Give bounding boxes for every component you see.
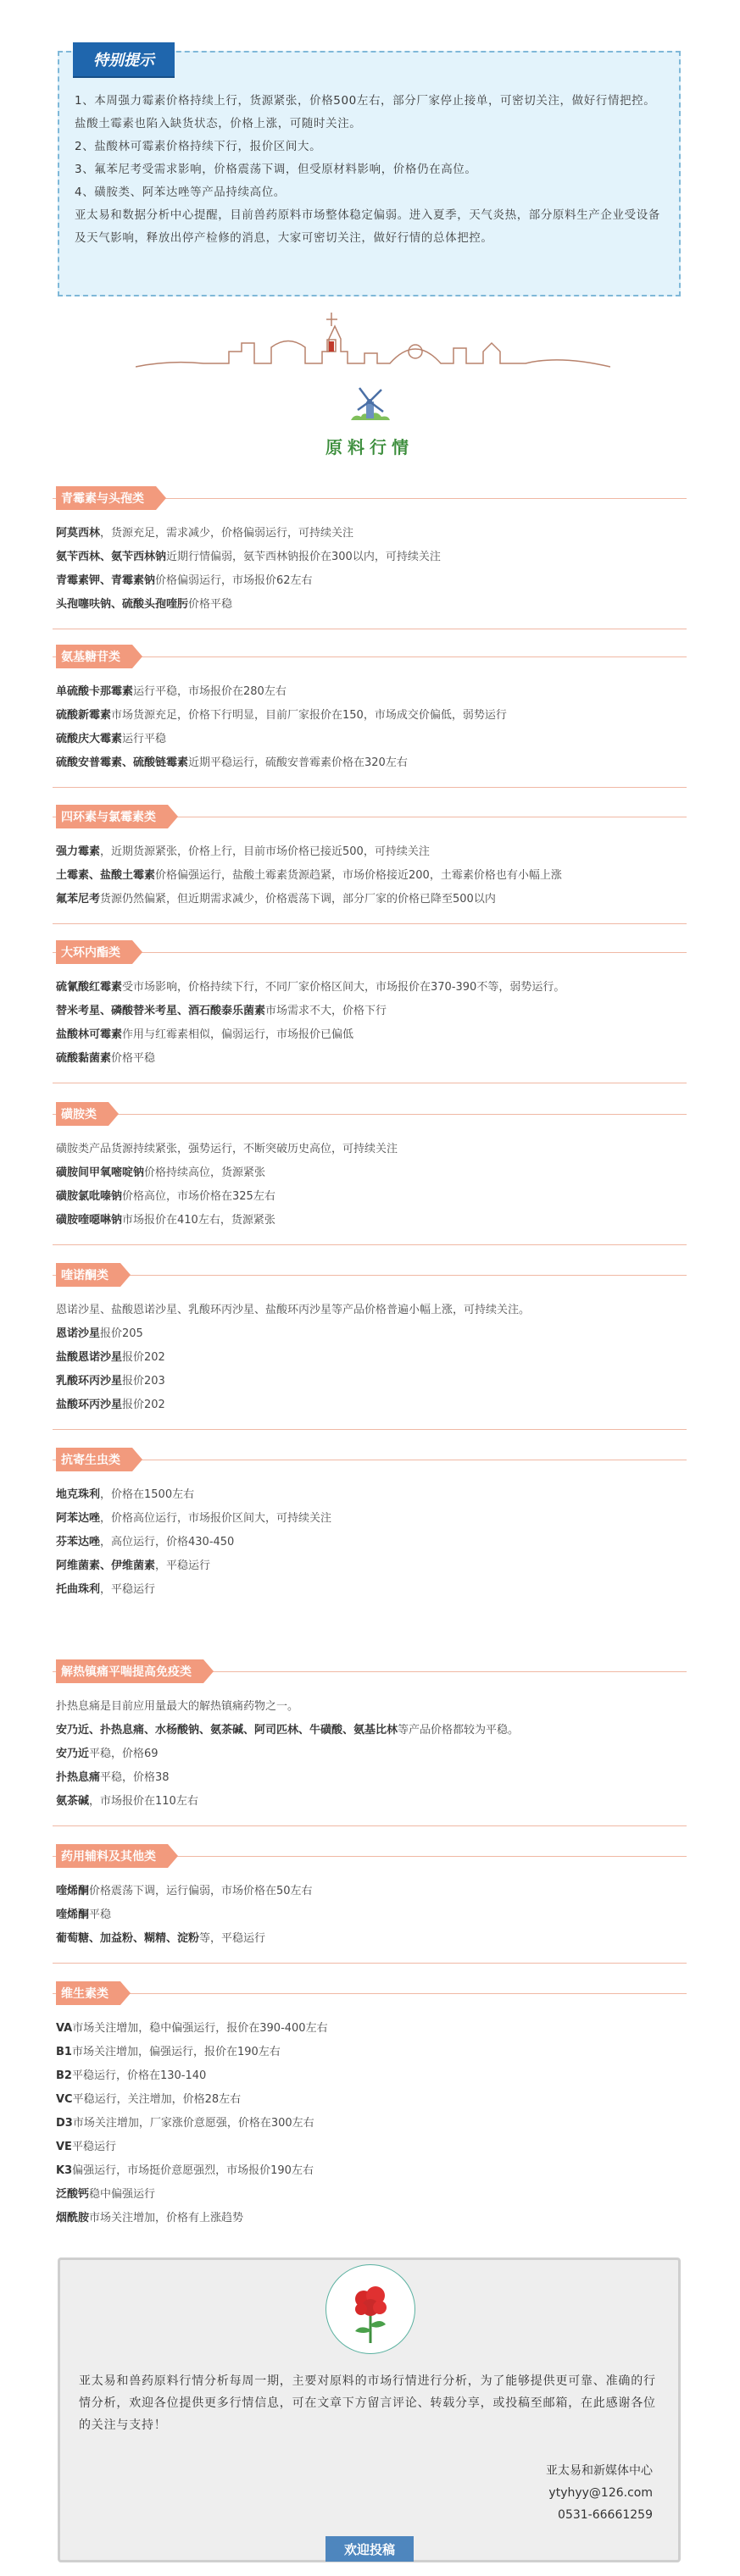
notice-line: 2、盐酸林可霉素价格持续下行，报价区间大。 [75, 140, 322, 153]
list-item: 阿维菌素、伊维菌素，平稳运行 [56, 1559, 211, 1572]
list-item: 替米考星、磷酸替米考星、酒石酸泰乐菌素市场需求不大，价格下行 [56, 1005, 387, 1017]
section-tag: 维生素类 [56, 1981, 120, 2005]
footer-contact [546, 2460, 653, 2526]
list-item: 强力霉素，近期货源紧张，价格上行，目前市场价格已接近500，可持续关注 [56, 845, 430, 858]
list-item: VA市场关注增加，稳中偏强运行，报价在390-400左右 [56, 2022, 328, 2035]
section-tag: 四环素与氯霉素类 [56, 805, 168, 828]
section-tetracycline [53, 801, 687, 924]
list-item: 安乃近、扑热息痛、水杨酸钠、氨茶碱、阿司匹林、牛磺酸、氨基比林等产品价格都较为平稳。 [56, 1724, 520, 1737]
list-item: 硫氰酸红霉素受市场影响，价格持续下行，不同厂家价格区间大，市场报价在370-390不等，弱势运行。 [56, 981, 565, 994]
list-item: 氨茶碱，市场报价在110左右 [56, 1795, 198, 1808]
list-item: 乳酸环丙沙星报价203 [56, 1375, 165, 1388]
list-item: 盐酸环丙沙星报价202 [56, 1399, 165, 1411]
notice-line: 3、氟苯尼考受需求影响，价格震荡下调，但受原材料影响，价格仍在高位。 [75, 163, 477, 176]
section-tag: 青霉素与头孢类 [56, 486, 156, 510]
list-item: 喹烯酮平稳 [56, 1908, 112, 1921]
section-tag: 抗寄生虫类 [56, 1448, 132, 1471]
section-tag: 解热镇痛平喘提高免疫类 [56, 1659, 203, 1683]
list-item: VC平稳运行，关注增加，价格28左右 [56, 2093, 242, 2106]
section-antiparasitic [53, 1444, 687, 1602]
footer-phone: 0531-66661259 [558, 2508, 653, 2522]
list-item: 氨苄西林、氨苄西林钠近期行情偏弱，氨苄西林钠报价在300以内，可持续关注 [56, 551, 441, 563]
list-item: 泛酸钙稳中偏强运行 [56, 2188, 156, 2201]
list-item: 地克珠利，价格在1500左右 [56, 1488, 195, 1501]
list-item: 安乃近平稳，价格69 [56, 1748, 159, 1760]
footer-description: 亚太易和兽药原料行情分析每周一期，主要对原料的市场行情进行分析，为了能够提供更可靠、准确的行情分析，欢迎各位提供更多行情信息，可在文章下方留言评论、转载分享，或投稿至邮箱，在此感谢各位的关注与支持！ [79, 2374, 656, 2432]
list-item: 磺胺喹噁啉钠市场报价在410左右，货源紧张 [56, 1214, 275, 1227]
section-antipyretic [53, 1656, 687, 1826]
submit-article-button[interactable]: 欢迎投稿 [325, 2536, 414, 2562]
section-sulfonamide [53, 1099, 687, 1245]
list-item: 硫酸庆大霉素运行平稳 [56, 733, 167, 745]
footer-org: 亚太易和新媒体中心 [546, 2464, 653, 2478]
list-item: VE平稳运行 [56, 2141, 116, 2153]
notice-line: 4、磺胺类、阿苯达唑等产品持续高位。 [75, 186, 286, 199]
section-title: 原料行情 [325, 437, 414, 457]
section-tag: 磺胺类 [56, 1102, 108, 1126]
list-item: 青霉素钾、青霉素钠价格偏弱运行，市场报价62左右 [56, 574, 313, 587]
list-item: 磺胺氯吡嗪钠价格高位，市场价格在325左右 [56, 1190, 275, 1203]
section-tag: 大环内酯类 [56, 940, 132, 964]
section-tag: 药用辅料及其他类 [56, 1844, 168, 1868]
section-tag: 喹诺酮类 [56, 1263, 120, 1287]
list-item: 硫酸新霉素市场货源充足，价格下行明显，目前厂家报价在150，市场成交价偏低，弱势运行 [56, 709, 507, 722]
list-item: 盐酸恩诺沙星报价202 [56, 1351, 165, 1364]
city-skyline-icon [136, 301, 610, 377]
list-item: 烟酰胺市场关注增加，价格有上涨趋势 [56, 2212, 244, 2224]
list-item: 硫酸安普霉素、硫酸链霉素近期平稳运行，硫酸安普霉素价格在320左右 [56, 756, 408, 769]
list-item: 阿苯达唑，价格高位运行，市场报价区间大，可持续关注 [56, 1512, 332, 1525]
list-item: B1市场关注增加，偏强运行，报价在190左右 [56, 2046, 281, 2058]
list-item: 氟苯尼考货源仍然偏紧，但近期需求减少，价格震荡下调，部分厂家的价格已降至500以内 [56, 893, 496, 906]
list-item: 头孢噻呋钠、硫酸头孢喹肟价格平稳 [56, 598, 233, 611]
section-penicillin [53, 483, 687, 629]
flower-logo-icon [325, 2264, 415, 2354]
list-item: 托曲珠利，平稳运行 [56, 1583, 156, 1596]
notice-line: 亚太易和数据分析中心提醒，目前兽药原料市场整体稳定偏弱。进入夏季，天气炎热，部分原料生产企业受设备及天气影响，释放出停产检修的消息，大家可密切关注，做好行情的总体把控。 [75, 208, 660, 245]
list-item: 恩诺沙星、盐酸恩诺沙星、乳酸环丙沙星、盐酸环丙沙星等产品价格普遍小幅上涨，可持续关注。 [56, 1304, 531, 1316]
list-item: 喹烯酮价格震荡下调，运行偏弱，市场价格在50左右 [56, 1885, 313, 1897]
section-quinolone [53, 1260, 687, 1430]
list-item: 磺胺间甲氧嘧啶钠价格持续高位，货源紧张 [56, 1166, 266, 1179]
list-item: 恩诺沙星报价205 [56, 1327, 143, 1340]
list-item: 磺胺类产品货源持续紧张，强势运行，不断突破历史高位，可持续关注 [56, 1143, 398, 1155]
list-item: 单硫酸卡那霉素运行平稳，市场报价在280左右 [56, 685, 287, 698]
section-aminoglycoside [53, 641, 687, 788]
section-macrolide [53, 937, 687, 1083]
list-item: 硫酸黏菌素价格平稳 [56, 1052, 156, 1065]
list-item: 扑热息痛平稳，价格38 [56, 1771, 170, 1784]
list-item: B2平稳运行，价格在130-140 [56, 2069, 207, 2082]
list-item: K3偏强运行，市场挺价意愿强烈，市场报价190左右 [56, 2164, 314, 2177]
list-item: 扑热息痛是目前应用量最大的解热镇痛药物之一。 [56, 1700, 299, 1713]
list-item: D3市场关注增加，厂家涨价意愿强，价格在300左右 [56, 2117, 314, 2130]
notice-box [58, 51, 681, 296]
footer-card [58, 2257, 681, 2562]
list-item: 盐酸林可霉素作用与红霉素相似，偏弱运行，市场报价已偏低 [56, 1028, 354, 1041]
notice-title: 特别提示 [73, 42, 175, 76]
list-item: 阿莫西林，货源充足，需求减少，价格偏弱运行，可持续关注 [56, 527, 354, 540]
section-tag: 氨基糖苷类 [56, 645, 132, 668]
list-item: 葡萄糖、加益粉、糊精、淀粉等，平稳运行 [56, 1932, 266, 1945]
footer-email[interactable]: ytyhyy@126.com [548, 2486, 653, 2500]
list-item: 土霉素、盐酸土霉素价格偏强运行，盐酸土霉素货源趋紧，市场价格接近200，土霉素价格也有小幅上涨 [56, 869, 562, 882]
list-item: 芬苯达唑，高位运行，价格430-450 [56, 1536, 235, 1548]
windmill-icon [346, 381, 393, 429]
notice-body [75, 90, 664, 250]
section-excipients [53, 1841, 687, 1964]
section-vitamins [53, 1978, 687, 2230]
notice-line: 1、本周强力霉素价格持续上行，货源紧张，价格500左右，部分厂家停止接单，可密切关注，做好行情把控。盐酸土霉素也陷入缺货状态，价格上涨，可随时关注。 [75, 94, 656, 130]
